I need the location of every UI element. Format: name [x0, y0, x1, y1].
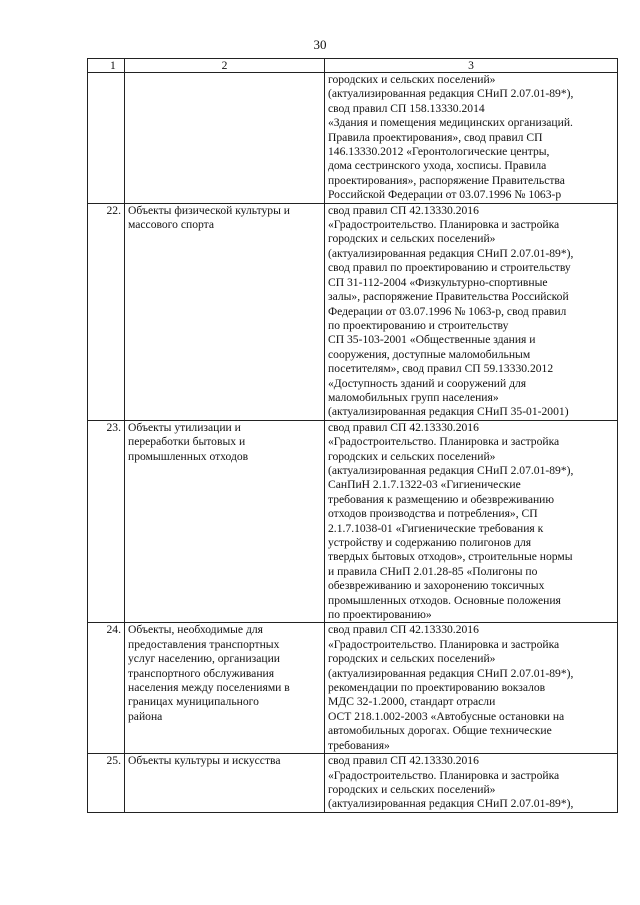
header-col-3: 3 [325, 59, 618, 73]
regulatory-doc-line: промышленных отходов. Основные положения [328, 593, 561, 607]
regulatory-doc-line: требования к размещению и обезвреживанию [328, 492, 555, 506]
regulatory-docs-cell [325, 203, 618, 420]
regulatory-doc-line: Федерации от 03.07.1996 № 1063-р, свод правил [328, 304, 567, 318]
regulatory-doc-line: (актуализированная редакция СНиП 2.07.01-89*), [328, 666, 574, 680]
regulatory-doc-line: и правила СНиП 2.01.28-85 «Полигоны по [328, 564, 538, 578]
regulatory-doc-line: устройству и содержанию полигонов для [328, 536, 532, 549]
object-name-cell [125, 203, 325, 420]
regulatory-doc-line: 146.13330.2012 «Геронтологические центры, [328, 145, 550, 159]
regulatory-doc-line: требования» [328, 738, 390, 752]
regulatory-doc-line: городских и сельских поселений» [328, 449, 496, 463]
regulatory-doc-line: СП 31-112-2004 «Физкультурно-спортивные [328, 275, 548, 289]
object-name-cell [125, 73, 325, 204]
row-number: 25. [88, 754, 125, 813]
table-row [88, 73, 618, 204]
regulatory-doc-line: отходов производства и потребления», СП [328, 507, 538, 521]
regulatory-doc-line: «Градостроительство. Планировка и застройка [328, 637, 560, 651]
regulatory-doc-line: МДС 32-1.2000, стандарт отрасли [328, 695, 496, 709]
object-name-line: населения между поселениями в [128, 681, 290, 695]
object-name-line: переработки бытовых и [128, 435, 246, 449]
regulatory-docs-cell [325, 754, 618, 813]
object-name-line: услуг населению, организации [128, 652, 281, 666]
object-name-cell [125, 623, 325, 754]
regulatory-doc-line: сооружения, доступные маломобильным [328, 347, 531, 361]
row-number [88, 73, 125, 204]
regulatory-doc-line: «Градостроительство. Планировка и застройка [328, 218, 560, 232]
regulatory-docs-cell [325, 420, 618, 623]
regulatory-doc-line: городских и сельских поселений» [328, 782, 496, 796]
regulatory-doc-line: залы», распоряжение Правительства Российской [328, 290, 569, 304]
regulatory-doc-line: «Здания и помещения медицинских организаций. [328, 116, 573, 130]
regulatory-doc-line: городских и сельских поселений» [328, 652, 496, 666]
regulatory-doc-line: (актуализированная редакция СНиП 2.07.01-89*), [328, 87, 574, 101]
regulatory-doc-line: маломобильных групп населения» [328, 390, 499, 404]
object-name-line: района [128, 709, 163, 723]
page-number: 30 [313, 37, 327, 52]
table-row [88, 420, 618, 623]
object-name-cell [125, 754, 325, 813]
object-name-line: Объекты утилизации и [128, 420, 241, 434]
regulatory-doc-line: свод правил СП 42.13330.2016 [328, 623, 479, 637]
table-body [88, 73, 618, 813]
regulatory-doc-line: рекомендации по проектированию вокзалов [328, 681, 546, 695]
regulatory-doc-line: свод правил СП 158.13330.2014 [328, 101, 485, 115]
object-name-line: предоставления транспортных [128, 637, 280, 651]
regulatory-docs-cell [325, 73, 618, 204]
table-header [88, 59, 618, 73]
row-number: 23. [88, 420, 125, 623]
regulatory-doc-line: твердых бытовых отходов», строительные нормы [328, 550, 573, 564]
regulatory-doc-line: (актуализированная редакция СНиП 2.07.01-89*), [328, 463, 574, 477]
regulatory-doc-line: «Градостроительство. Планировка и застройка [328, 435, 560, 449]
object-name-line: границах муниципального [128, 695, 259, 709]
object-name-line: массового спорта [128, 218, 214, 232]
objects-table [87, 58, 618, 813]
regulatory-doc-line: автомобильных дорогах. Общие технические [328, 724, 552, 738]
regulatory-doc-line: обезвреживанию и захоронению токсичных [328, 579, 545, 593]
regulatory-doc-line: свод правил СП 42.13330.2016 [328, 420, 479, 434]
table-row [88, 623, 618, 754]
regulatory-doc-line: дома сестринского ухода, хосписы. Правила [328, 159, 547, 173]
object-name-cell [125, 420, 325, 623]
header-col-2: 2 [125, 59, 325, 73]
regulatory-doc-line: «Доступность зданий и сооружений для [328, 376, 527, 390]
regulatory-doc-line: (актуализированная редакция СНиП 2.07.01-89*), [328, 797, 574, 811]
regulatory-doc-line: посетителям», свод правил СП 59.13330.2012 [328, 362, 554, 376]
regulatory-doc-line: 2.1.7.1038-01 «Гигиенические требования к [328, 521, 544, 535]
header-col-1: 1 [88, 59, 125, 73]
regulatory-doc-line: свод правил по проектированию и строительству [328, 261, 571, 275]
row-number: 24. [88, 623, 125, 754]
regulatory-doc-line: проектирования», распоряжение Правительства [328, 173, 565, 187]
regulatory-doc-line: «Градостроительство. Планировка и застройка [328, 768, 560, 782]
object-name-line: промышленных отходов [128, 449, 249, 463]
regulatory-docs-cell [325, 623, 618, 754]
regulatory-doc-line: ОСТ 218.1.002-2003 «Автобусные остановки на [328, 709, 565, 723]
regulatory-doc-line: по проектированию» [328, 608, 432, 622]
object-name-line: транспортного обслуживания [128, 666, 275, 680]
regulatory-doc-line: городских и сельских поселений» [328, 232, 496, 246]
table-row [88, 754, 618, 813]
regulatory-doc-line: свод правил СП 42.13330.2016 [328, 203, 479, 217]
regulatory-doc-line: (актуализированная редакция СНиП 35-01-2001) [328, 405, 569, 419]
row-number: 22. [88, 203, 125, 420]
table-row [88, 203, 618, 420]
regulatory-doc-line: Правила проектирования», свод правил СП [328, 130, 543, 144]
object-name-line: Объекты культуры и искусства [128, 754, 281, 768]
regulatory-doc-line: городских и сельских поселений» [328, 73, 496, 86]
regulatory-doc-line: по проектированию и строительству [328, 318, 509, 332]
object-name-line: Объекты, необходимые для [128, 623, 263, 637]
object-name-line: Объекты физической культуры и [128, 203, 291, 217]
regulatory-doc-line: СанПиН 2.1.7.1322-03 «Гигиенические [328, 478, 521, 492]
regulatory-doc-line: Российской Федерации от 03.07.1996 № 1063-р [328, 188, 562, 202]
regulatory-doc-line: (актуализированная редакция СНиП 2.07.01-89*), [328, 246, 574, 260]
regulatory-doc-line: СП 35-103-2001 «Общественные здания и [328, 333, 536, 347]
regulatory-doc-line: свод правил СП 42.13330.2016 [328, 754, 479, 768]
